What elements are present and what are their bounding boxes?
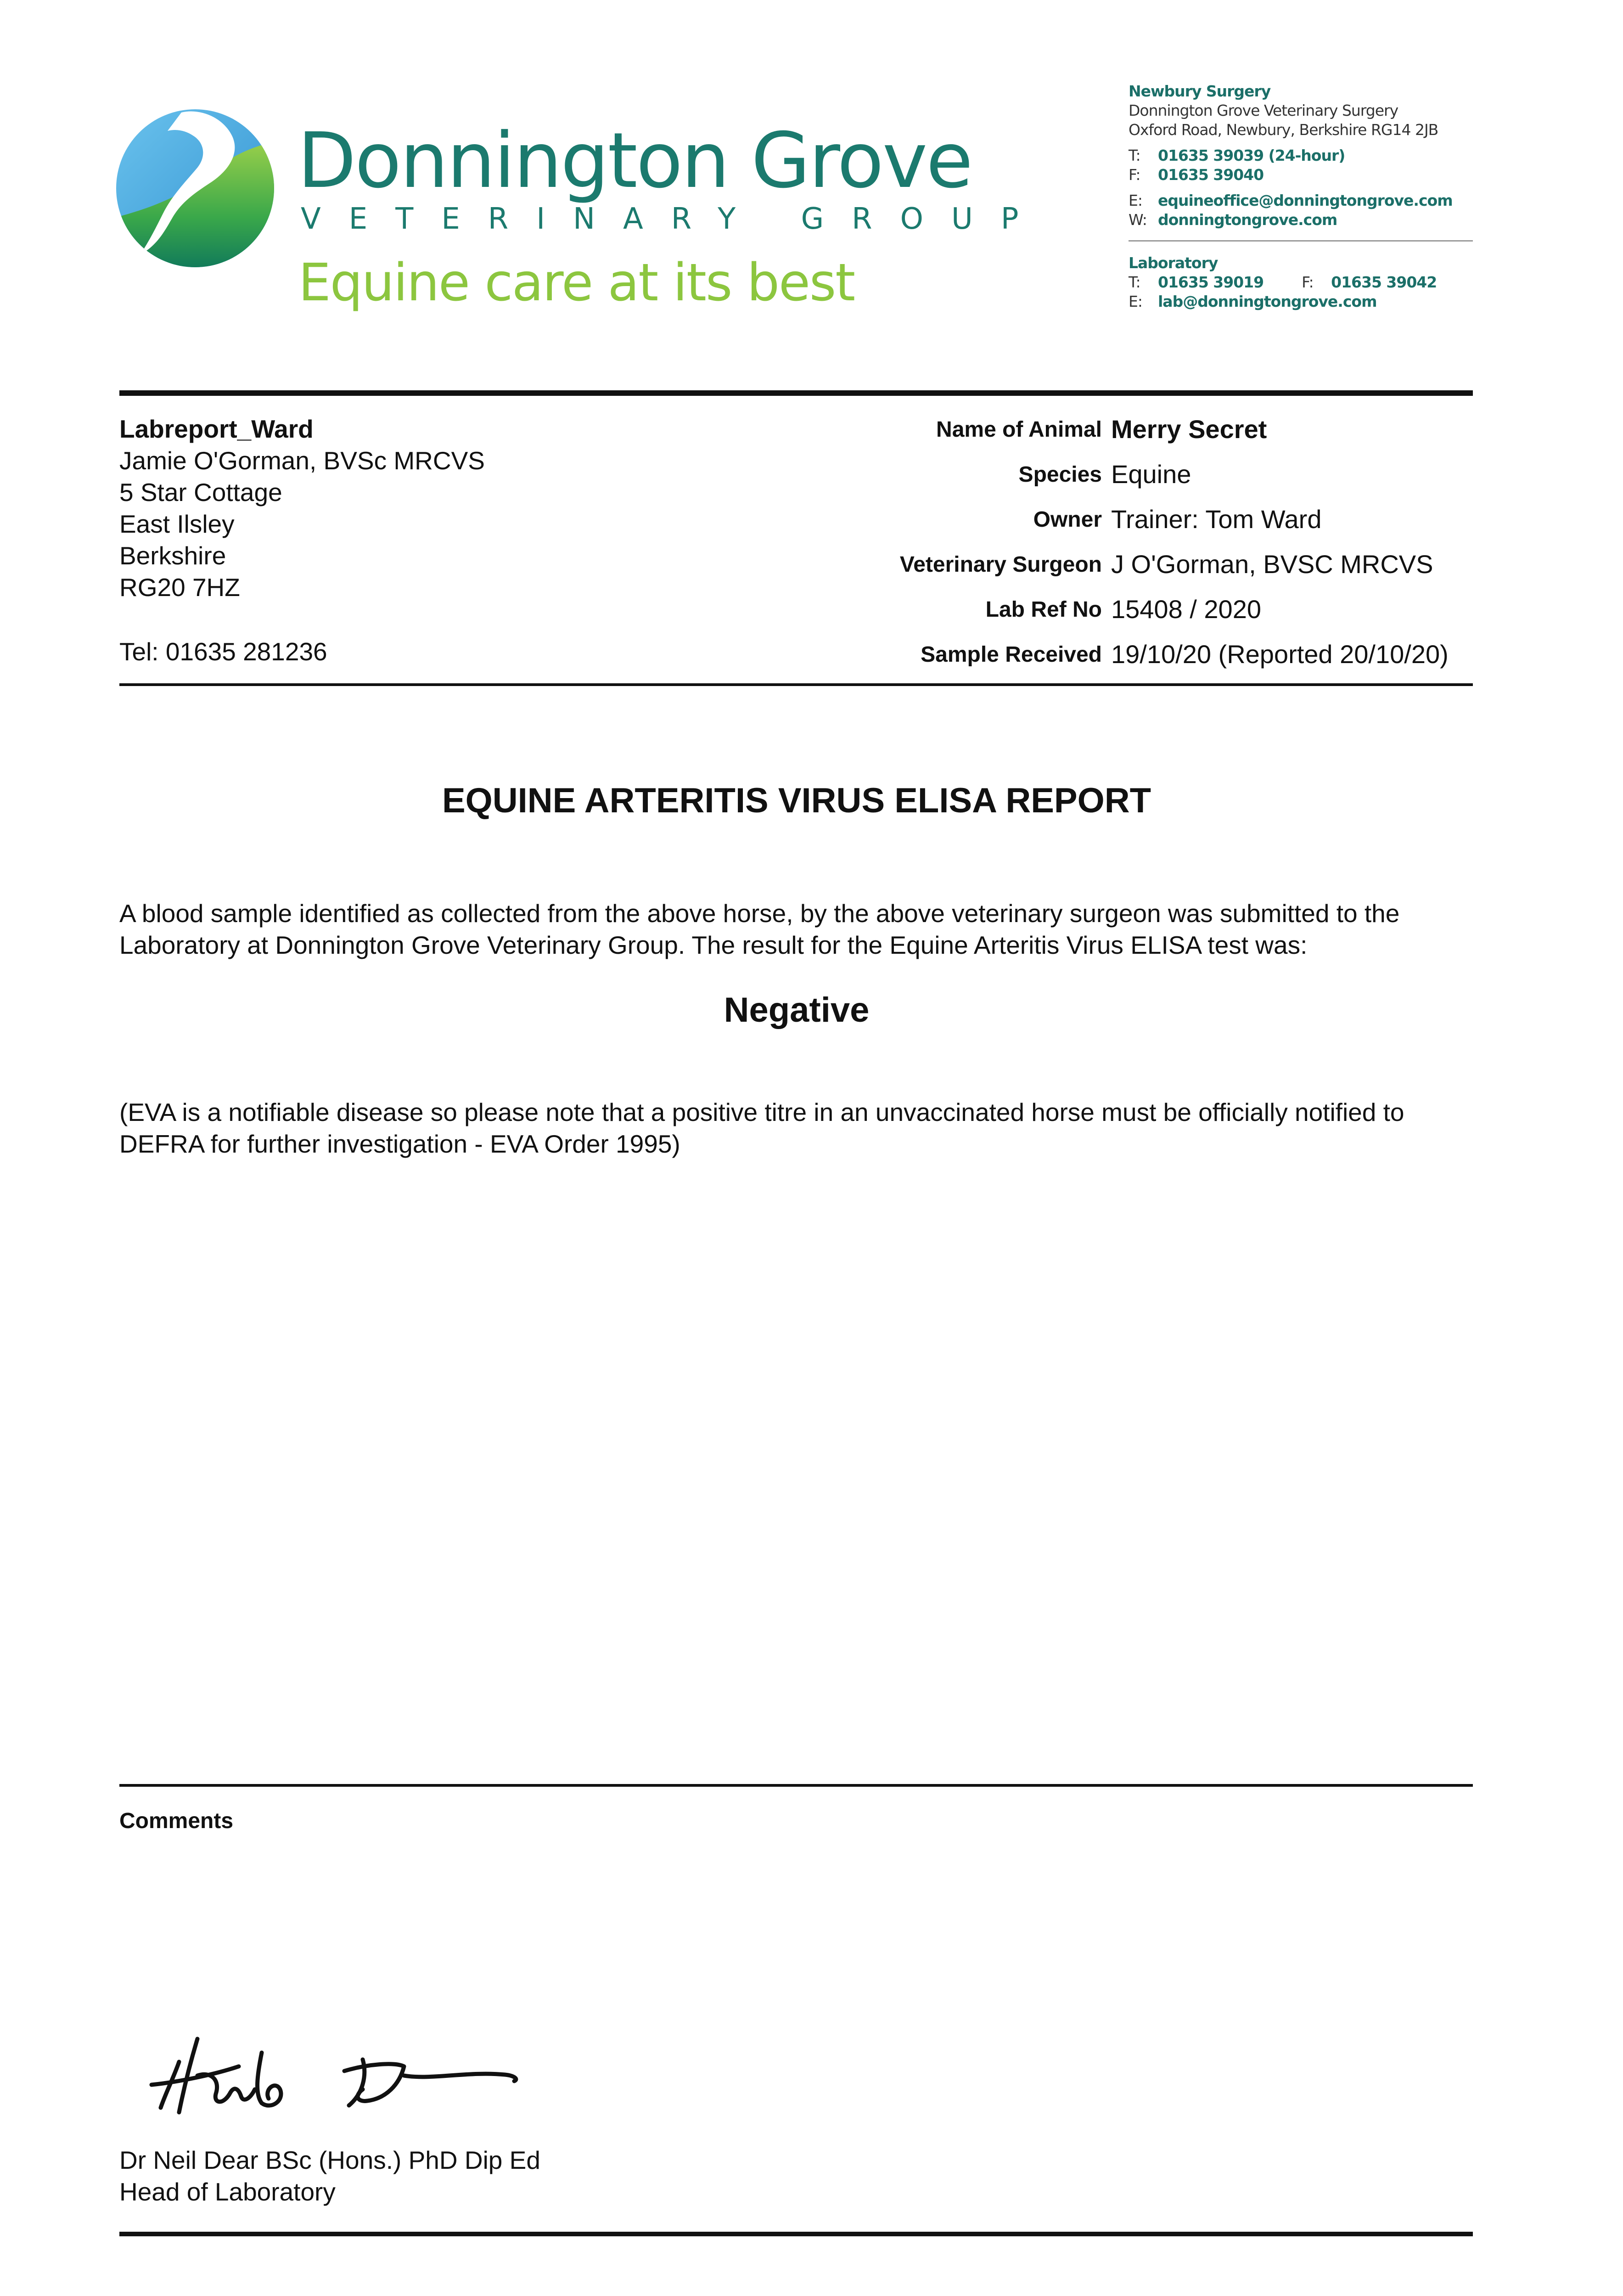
web-label: W: xyxy=(1129,211,1147,229)
report-note: (EVA is a notifiable disease so please note that a positive titre in an unvaccinated horse must be officially notified to DEFRA for further investigation - EVA Order 1995) xyxy=(119,1098,1404,1158)
detail-label-lab-ref: Lab Ref No xyxy=(985,597,1102,622)
fax-label: F: xyxy=(1302,273,1314,291)
newbury-web-row xyxy=(1129,210,1453,230)
email-label: E: xyxy=(1129,191,1142,209)
detail-label-vet: Veterinary Surgeon xyxy=(899,552,1102,577)
newbury-address-line-1: Donnington Grove Veterinary Surgery xyxy=(1129,101,1398,119)
newbury-contact-block xyxy=(1129,82,1453,230)
detail-label-owner: Owner xyxy=(1033,507,1102,532)
email-label: E: xyxy=(1129,293,1142,310)
brand-name: Donnington Grove xyxy=(298,117,972,205)
newbury-address-line-2: Oxford Road, Newbury, Berkshire RG14 2JB xyxy=(1129,121,1438,139)
laboratory-email-link[interactable]: lab@donningtongrove.com xyxy=(1158,293,1377,310)
newbury-tel[interactable]: 01635 39039 (24-hour) xyxy=(1158,146,1345,164)
newbury-heading: Newbury Surgery xyxy=(1129,82,1271,100)
tel-label: T: xyxy=(1129,273,1140,291)
result-value: Negative xyxy=(724,990,870,1030)
comments-rule xyxy=(119,1784,1473,1787)
signatory-name: Dr Neil Dear BSc (Hons.) PhD Dip Ed xyxy=(119,2146,540,2174)
laboratory-tel[interactable]: 01635 39019 xyxy=(1158,273,1264,291)
detail-label-species: Species xyxy=(1018,462,1102,487)
signatory-block xyxy=(119,2144,540,2208)
address-line: Jamie O'Gorman, BVSc MRCVS xyxy=(119,446,485,475)
address-line: 5 Star Cottage xyxy=(119,478,282,506)
laboratory-email-row xyxy=(1129,292,1437,311)
detail-value-owner: Trainer: Tom Ward xyxy=(1111,505,1322,534)
tel-label: T: xyxy=(1129,146,1140,164)
newbury-email-link[interactable]: equineoffice@donningtongrove.com xyxy=(1158,191,1453,209)
recipient-name: Labreport_Ward xyxy=(119,415,314,443)
comments-label: Comments xyxy=(119,1809,234,1833)
horse-head-logo-icon xyxy=(112,103,278,269)
laboratory-phone-row xyxy=(1129,273,1437,292)
laboratory-fax: 01635 39042 xyxy=(1331,273,1437,291)
signatory-title: Head of Laboratory xyxy=(119,2178,336,2206)
detail-value-lab-ref: 15408 / 2020 xyxy=(1111,595,1261,624)
detail-value-sample-received: 19/10/20 (Reported 20/10/20) xyxy=(1111,640,1449,669)
newbury-fax-row xyxy=(1129,165,1453,185)
detail-label-sample-received: Sample Received xyxy=(921,642,1102,667)
detail-label-animal: Name of Animal xyxy=(936,417,1102,442)
detail-value-animal: Merry Secret xyxy=(1111,415,1267,444)
recipient-address xyxy=(119,413,485,603)
brand-tagline: Equine care at its best xyxy=(298,253,855,313)
laboratory-heading: Laboratory xyxy=(1129,254,1218,272)
fax-label: F: xyxy=(1129,166,1140,184)
address-line: East Ilsley xyxy=(119,510,235,538)
header-rule xyxy=(119,390,1473,396)
contact-divider xyxy=(1129,240,1473,242)
newbury-web-link[interactable]: donningtongrove.com xyxy=(1158,211,1337,229)
handwritten-signature xyxy=(147,2020,537,2122)
report-title: EQUINE ARTERITIS VIRUS ELISA REPORT xyxy=(442,781,1151,820)
recipient-tel: Tel: 01635 281236 xyxy=(119,637,327,666)
detail-value-species: Equine xyxy=(1111,460,1191,489)
details-rule xyxy=(119,683,1473,686)
newbury-tel-row xyxy=(1129,146,1453,165)
brand-subtitle: VETERINARY GROUP xyxy=(301,202,1047,236)
detail-value-vet: J O'Gorman, BVSC MRCVS xyxy=(1111,550,1433,579)
address-line: RG20 7HZ xyxy=(119,573,240,602)
footer-rule xyxy=(119,2232,1473,2236)
newbury-fax: 01635 39040 xyxy=(1158,166,1264,184)
laboratory-contact-block xyxy=(1129,253,1437,311)
report-intro: A blood sample identified as collected from the above horse, by the above veterinary surgeon was submitted to the Laboratory at Donnington Grove Veterinary Group. The result for the Equine Arteritis Virus ELISA test was: xyxy=(119,899,1400,959)
address-line: Berkshire xyxy=(119,541,226,570)
newbury-email-row xyxy=(1129,191,1453,210)
